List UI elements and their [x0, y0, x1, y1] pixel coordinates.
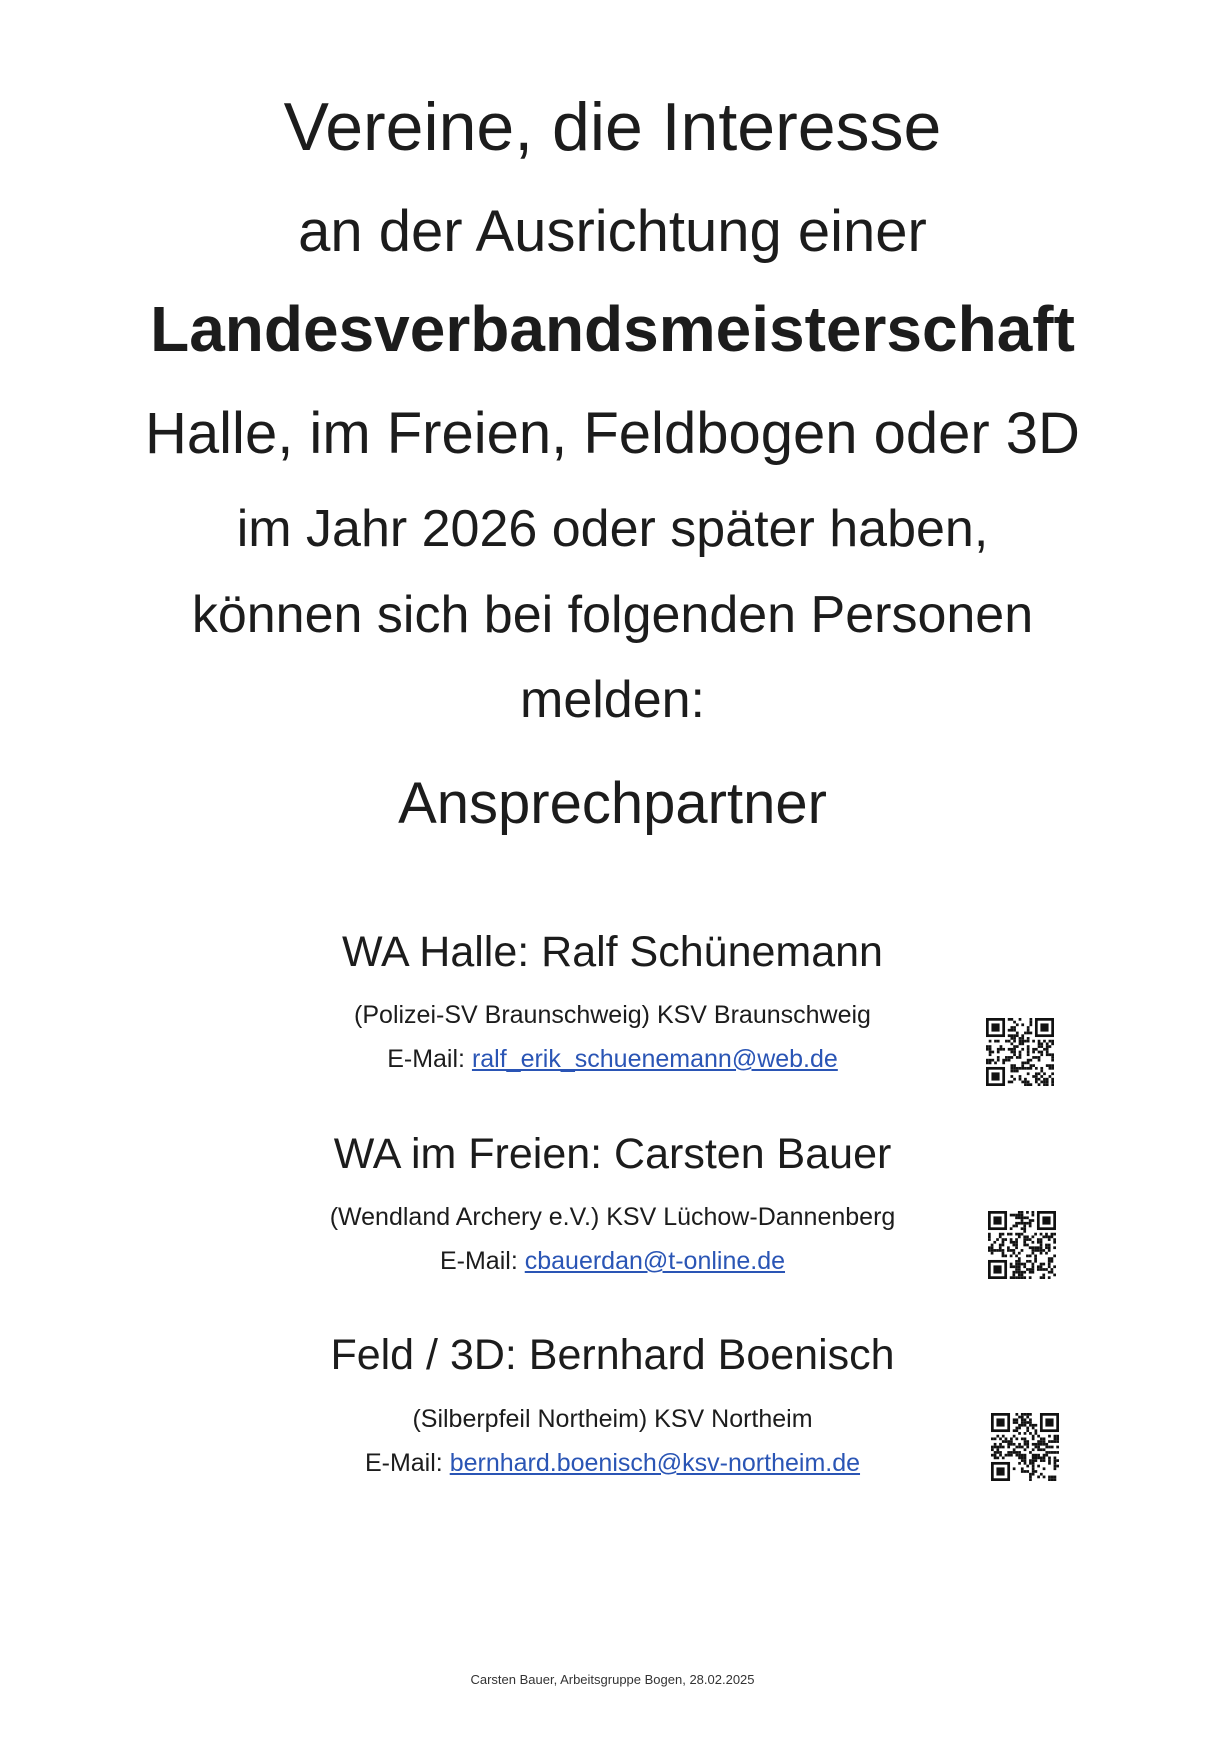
- headline-line-7: melden:: [520, 671, 705, 729]
- contact-title: Feld / 3D: Bernhard Boenisch: [330, 1331, 895, 1379]
- qr-code-icon: [988, 1211, 1056, 1279]
- footer-note: Carsten Bauer, Arbeitsgruppe Bogen, 28.02.2025: [470, 1672, 755, 1687]
- contact-title: WA im Freien: Carsten Bauer: [333, 1130, 892, 1178]
- email-link[interactable]: ralf_erik_schuenemann@web.de: [471, 1045, 838, 1073]
- contact-title: WA Halle: Ralf Schünemann: [342, 928, 883, 976]
- email-label: E-Mail:: [364, 1449, 443, 1477]
- email-label: E-Mail:: [439, 1247, 518, 1275]
- headline-line-1: Vereine, die Interesse: [283, 89, 942, 165]
- contact-club: (Polizei-SV Braunschweig) KSV Braunschweig: [354, 1001, 871, 1029]
- contact-club: (Silberpfeil Northeim) KSV Northeim: [412, 1405, 813, 1433]
- headline-title: Landesverbandsmeisterschaft: [150, 293, 1075, 365]
- qr-code-icon: [986, 1018, 1054, 1086]
- section-title: Ansprechpartner: [398, 771, 827, 836]
- headline-line-4: Halle, im Freien, Feldbogen oder 3D: [145, 401, 1080, 466]
- headline-line-6: können sich bei folgenden Personen: [191, 586, 1034, 644]
- headline-line-2: an der Ausrichtung einer: [298, 199, 927, 264]
- email-label: E-Mail:: [387, 1045, 465, 1073]
- email-link[interactable]: cbauerdan@t-online.de: [524, 1247, 786, 1275]
- email-link[interactable]: bernhard.boenisch@ksv-northeim.de: [449, 1449, 861, 1477]
- headline-line-5: im Jahr 2026 oder später haben,: [236, 500, 989, 558]
- contact-club: (Wendland Archery e.V.) KSV Lüchow-Dannenberg: [329, 1203, 896, 1231]
- qr-code-icon: [991, 1413, 1059, 1481]
